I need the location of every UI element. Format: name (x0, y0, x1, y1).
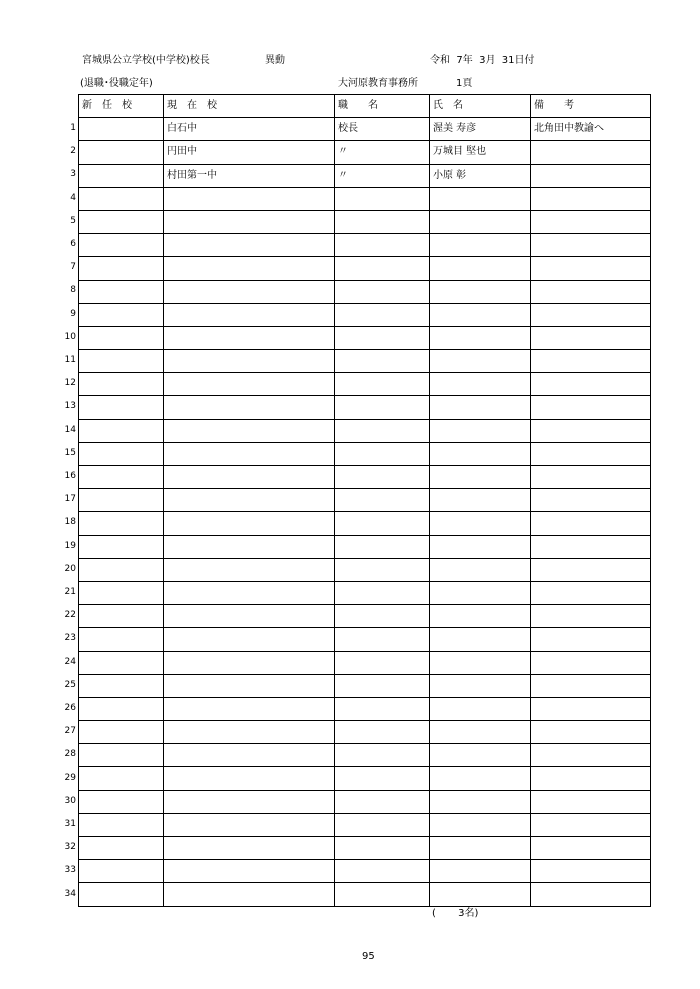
new-school-cell (79, 303, 164, 326)
table-row (79, 466, 651, 489)
remarks-cell (531, 373, 651, 396)
new-school-cell (79, 141, 164, 164)
row-number: 33 (64, 865, 76, 876)
position-cell (335, 489, 430, 512)
current-school-cell: 白石中 (164, 118, 335, 141)
row-number: 11 (64, 355, 76, 365)
table-row (79, 141, 651, 164)
current-school-cell (164, 489, 335, 512)
name-cell (430, 234, 531, 257)
current-school-cell (164, 419, 335, 442)
remarks-cell (531, 813, 651, 836)
transfer-type: 異動 (265, 55, 285, 66)
name-cell (430, 744, 531, 767)
position-cell (335, 883, 430, 906)
position-cell (335, 326, 430, 349)
row-number: 5 (70, 215, 76, 226)
current-school-cell (164, 883, 335, 906)
row-number: 17 (64, 494, 76, 505)
new-school-cell (79, 860, 164, 883)
new-school-cell (79, 790, 164, 813)
remarks-cell (531, 350, 651, 373)
current-school-cell (164, 581, 335, 604)
row-number: 9 (70, 308, 76, 319)
name-cell (430, 419, 531, 442)
position-cell (335, 790, 430, 813)
remarks-cell (531, 558, 651, 581)
remarks-cell (531, 234, 651, 257)
row-number: 31 (64, 819, 76, 829)
name-cell (430, 257, 531, 280)
name-cell (430, 790, 531, 813)
document-title: 宮城県公立学校(中学校)校長 (82, 55, 210, 66)
new-school-cell (79, 489, 164, 512)
position-cell: 〃 (335, 141, 430, 164)
remarks-cell (531, 883, 651, 906)
name-cell: 万城目 堅也 (430, 141, 531, 164)
name-cell (430, 210, 531, 233)
table-row (79, 210, 651, 233)
current-school-cell (164, 350, 335, 373)
current-school-cell (164, 651, 335, 674)
row-number: 6 (70, 239, 76, 249)
table-row (79, 744, 651, 767)
name-cell (430, 674, 531, 697)
new-school-cell (79, 512, 164, 535)
current-school-cell (164, 767, 335, 790)
table-row (79, 280, 651, 303)
remarks-cell (531, 187, 651, 210)
name-cell: 渥美 寿彦 (430, 118, 531, 141)
name-cell (430, 280, 531, 303)
current-school-cell (164, 234, 335, 257)
new-school-cell (79, 326, 164, 349)
remarks-cell (531, 396, 651, 419)
table-row (79, 303, 651, 326)
row-number: 7 (70, 262, 76, 273)
remarks-cell (531, 489, 651, 512)
new-school-cell (79, 234, 164, 257)
table-row (79, 535, 651, 558)
name-cell (430, 605, 531, 628)
table-row (79, 257, 651, 280)
name-cell (430, 558, 531, 581)
position-cell (335, 697, 430, 720)
table-row (79, 373, 651, 396)
column-header-remarks: 備 考 (531, 95, 651, 118)
current-school-cell (164, 396, 335, 419)
position-cell (335, 837, 430, 860)
remarks-cell (531, 581, 651, 604)
table-row (79, 326, 651, 349)
new-school-cell (79, 581, 164, 604)
new-school-cell (79, 396, 164, 419)
row-number: 28 (64, 749, 76, 760)
current-school-cell (164, 744, 335, 767)
remarks-cell (531, 651, 651, 674)
personnel-table (78, 94, 651, 907)
name-cell (430, 628, 531, 651)
new-school-cell (79, 628, 164, 651)
table-row (79, 697, 651, 720)
position-cell (335, 280, 430, 303)
new-school-cell (79, 257, 164, 280)
row-number: 22 (64, 610, 76, 621)
name-cell (430, 373, 531, 396)
position-cell (335, 257, 430, 280)
row-number: 8 (70, 285, 76, 296)
name-cell (430, 350, 531, 373)
current-school-cell (164, 326, 335, 349)
table-row (79, 350, 651, 373)
current-school-cell (164, 837, 335, 860)
current-school-cell (164, 257, 335, 280)
name-cell: 小原 彰 (430, 164, 531, 187)
new-school-cell (79, 605, 164, 628)
new-school-cell (79, 697, 164, 720)
name-cell (430, 767, 531, 790)
row-number: 32 (64, 842, 76, 853)
name-cell (430, 512, 531, 535)
name-cell (430, 187, 531, 210)
position-cell (335, 605, 430, 628)
row-number: 3 (70, 169, 76, 180)
position-cell: 校長 (335, 118, 430, 141)
table-row (79, 721, 651, 744)
current-school-cell (164, 512, 335, 535)
new-school-cell (79, 651, 164, 674)
position-cell (335, 651, 430, 674)
new-school-cell (79, 164, 164, 187)
table-row (79, 837, 651, 860)
remarks-cell (531, 790, 651, 813)
table-row (79, 628, 651, 651)
table-row (79, 419, 651, 442)
table-row (79, 790, 651, 813)
column-header-new-school: 新 任 校 (79, 95, 164, 118)
page-label: 1頁 (456, 78, 473, 89)
remarks-cell (531, 860, 651, 883)
current-school-cell: 村田第一中 (164, 164, 335, 187)
table-header-row (79, 95, 651, 118)
name-cell (430, 442, 531, 465)
table-row (79, 605, 651, 628)
row-number: 14 (64, 424, 76, 435)
current-school-cell (164, 373, 335, 396)
position-cell (335, 512, 430, 535)
remarks-cell (531, 164, 651, 187)
remarks-cell (531, 303, 651, 326)
remarks-cell: 北角田中教諭へ (531, 118, 651, 141)
remarks-cell (531, 442, 651, 465)
position-cell (335, 234, 430, 257)
new-school-cell (79, 837, 164, 860)
name-cell (430, 883, 531, 906)
table-row (79, 396, 651, 419)
position-cell (335, 187, 430, 210)
row-number: 24 (64, 656, 76, 667)
position-cell (335, 396, 430, 419)
row-number: 2 (70, 146, 76, 157)
current-school-cell (164, 187, 335, 210)
remarks-cell (531, 326, 651, 349)
table-row (79, 187, 651, 210)
position-cell (335, 581, 430, 604)
table-row (79, 512, 651, 535)
remarks-cell (531, 257, 651, 280)
row-number: 27 (64, 726, 76, 737)
page-number: 95 (362, 951, 375, 962)
position-cell (335, 860, 430, 883)
table-row (79, 489, 651, 512)
position-cell (335, 721, 430, 744)
row-number: 12 (64, 378, 76, 389)
current-school-cell (164, 674, 335, 697)
current-school-cell (164, 210, 335, 233)
new-school-cell (79, 674, 164, 697)
new-school-cell (79, 373, 164, 396)
row-number: 34 (64, 888, 76, 899)
remarks-cell (531, 280, 651, 303)
current-school-cell (164, 860, 335, 883)
name-cell (430, 303, 531, 326)
name-cell (430, 697, 531, 720)
row-number: 15 (64, 447, 76, 458)
new-school-cell (79, 535, 164, 558)
row-number: 13 (64, 401, 76, 412)
current-school-cell: 円田中 (164, 141, 335, 164)
name-cell (430, 837, 531, 860)
position-cell (335, 466, 430, 489)
new-school-cell (79, 767, 164, 790)
new-school-cell (79, 280, 164, 303)
position-cell (335, 419, 430, 442)
remarks-cell (531, 419, 651, 442)
current-school-cell (164, 303, 335, 326)
position-cell (335, 558, 430, 581)
new-school-cell (79, 883, 164, 906)
remarks-cell (531, 697, 651, 720)
row-number: 26 (64, 703, 76, 713)
row-number: 30 (64, 795, 76, 806)
remarks-cell (531, 674, 651, 697)
table-row (79, 651, 651, 674)
name-cell (430, 535, 531, 558)
table-row (79, 674, 651, 697)
row-number: 10 (64, 331, 76, 342)
table-row (79, 860, 651, 883)
column-header-current-school: 現 在 校 (164, 95, 335, 118)
position-cell (335, 442, 430, 465)
name-cell (430, 466, 531, 489)
position-cell: 〃 (335, 164, 430, 187)
remarks-cell (531, 837, 651, 860)
name-cell (430, 860, 531, 883)
position-cell (335, 373, 430, 396)
row-number: 16 (64, 471, 76, 481)
name-cell (430, 721, 531, 744)
position-cell (335, 535, 430, 558)
table-row (79, 442, 651, 465)
position-cell (335, 744, 430, 767)
position-cell (335, 303, 430, 326)
new-school-cell (79, 442, 164, 465)
personnel-table-body (79, 95, 651, 907)
current-school-cell (164, 721, 335, 744)
position-cell (335, 210, 430, 233)
name-cell (430, 489, 531, 512)
effective-date: 令和 7年 3月 31日付 (430, 55, 535, 66)
table-row (79, 164, 651, 187)
row-number: 29 (64, 772, 76, 783)
table-row (79, 883, 651, 906)
remarks-cell (531, 210, 651, 233)
column-header-position: 職 名 (335, 95, 430, 118)
new-school-cell (79, 118, 164, 141)
position-cell (335, 350, 430, 373)
name-cell (430, 813, 531, 836)
name-cell (430, 581, 531, 604)
education-office: 大河原教育事務所 (338, 78, 418, 89)
current-school-cell (164, 790, 335, 813)
table-row (79, 558, 651, 581)
table-row (79, 767, 651, 790)
new-school-cell (79, 350, 164, 373)
new-school-cell (79, 419, 164, 442)
remarks-cell (531, 141, 651, 164)
current-school-cell (164, 280, 335, 303)
name-cell (430, 396, 531, 419)
remarks-cell (531, 466, 651, 489)
row-number: 18 (64, 517, 76, 528)
current-school-cell (164, 535, 335, 558)
remarks-cell (531, 605, 651, 628)
new-school-cell (79, 558, 164, 581)
row-number: 23 (64, 633, 76, 644)
table-row (79, 813, 651, 836)
current-school-cell (164, 628, 335, 651)
row-number: 25 (64, 679, 76, 690)
row-number: 4 (70, 192, 76, 203)
remarks-cell (531, 512, 651, 535)
remarks-cell (531, 535, 651, 558)
current-school-cell (164, 605, 335, 628)
current-school-cell (164, 442, 335, 465)
current-school-cell (164, 813, 335, 836)
row-number: 1 (70, 123, 76, 133)
new-school-cell (79, 813, 164, 836)
new-school-cell (79, 744, 164, 767)
total-count: ( 3名) (432, 908, 479, 919)
position-cell (335, 767, 430, 790)
table-row (79, 234, 651, 257)
new-school-cell (79, 721, 164, 744)
table-row (79, 118, 651, 141)
new-school-cell (79, 210, 164, 233)
column-header-name: 氏 名 (430, 95, 531, 118)
table-row (79, 581, 651, 604)
name-cell (430, 651, 531, 674)
remarks-cell (531, 721, 651, 744)
name-cell (430, 326, 531, 349)
document-subtitle: (退職･役職定年) (80, 78, 153, 89)
current-school-cell (164, 697, 335, 720)
row-number: 21 (64, 587, 76, 597)
current-school-cell (164, 558, 335, 581)
new-school-cell (79, 466, 164, 489)
remarks-cell (531, 628, 651, 651)
position-cell (335, 674, 430, 697)
remarks-cell (531, 767, 651, 790)
position-cell (335, 628, 430, 651)
row-number: 19 (64, 540, 76, 551)
new-school-cell (79, 187, 164, 210)
position-cell (335, 813, 430, 836)
remarks-cell (531, 744, 651, 767)
current-school-cell (164, 466, 335, 489)
row-number: 20 (64, 563, 76, 574)
